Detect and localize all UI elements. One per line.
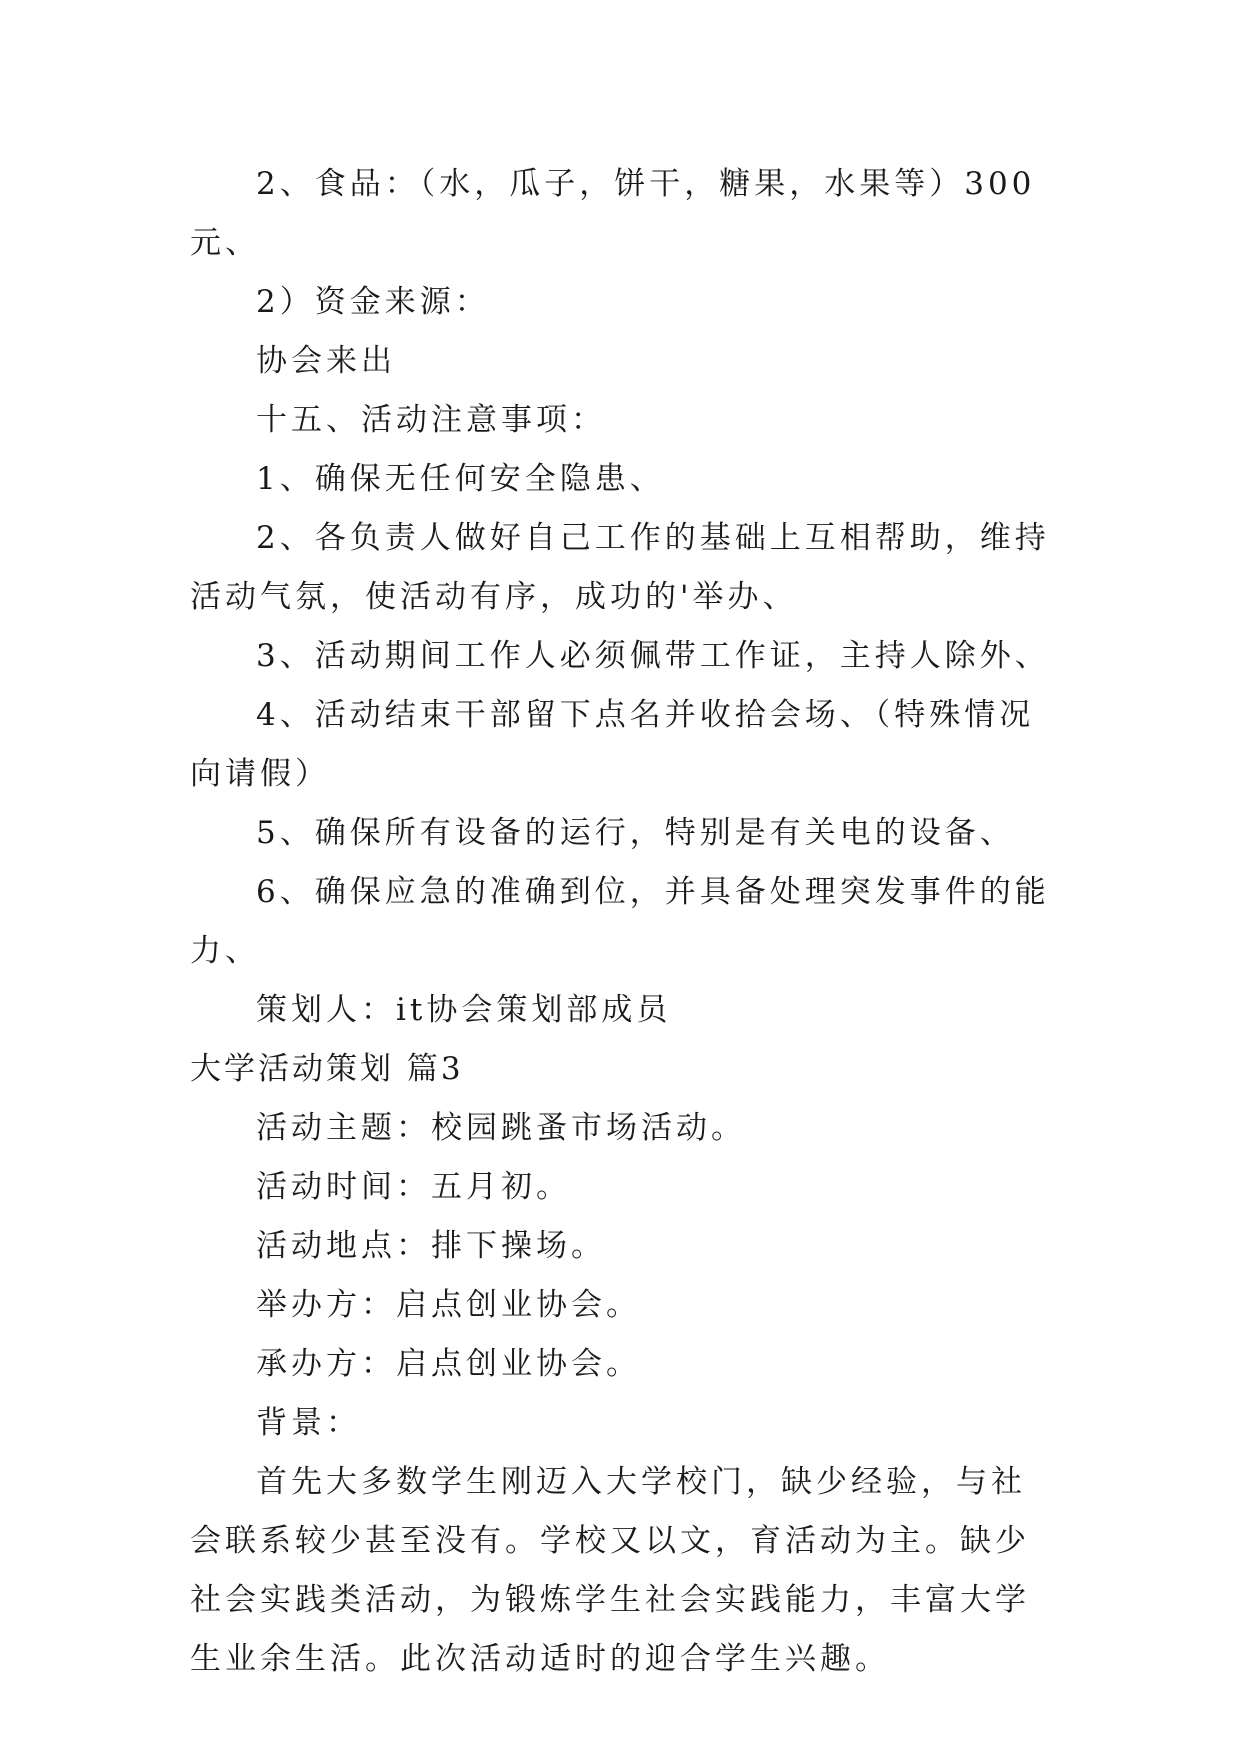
paragraph-planner: 策划人：it协会策划部成员	[256, 992, 672, 1028]
paragraph-organizer: 举办方：启点创业协会。	[256, 1287, 641, 1323]
document-body	[190, 155, 1060, 1689]
paragraph-precaution-2: 2、各负责人做好自己工作的基础上互相帮助，维持活动气氛，使活动有序，成功的'举办、	[190, 520, 1050, 615]
paragraph-theme: 活动主题：校园跳蚤市场活动。	[256, 1110, 746, 1146]
paragraph-background-label: 背景：	[256, 1405, 361, 1441]
paragraph-funding-source: 协会来出	[256, 343, 396, 379]
paragraph-precaution-5: 5、确保所有设备的运行，特别是有关电的设备、	[256, 815, 1015, 851]
paragraph-time: 活动时间：五月初。	[256, 1169, 571, 1205]
paragraph-precautions-heading: 十五、活动注意事项：	[256, 402, 606, 438]
paragraph-precaution-6: 6、确保应急的准确到位，并具备处理突发事件的能力、	[190, 874, 1050, 969]
paragraph-funding-source-label: 2）资金来源：	[256, 284, 490, 320]
paragraph-precaution-1: 1、确保无任何安全隐患、	[256, 461, 665, 497]
paragraph-location: 活动地点：排下操场。	[256, 1228, 606, 1264]
paragraph-co-organizer: 承办方：启点创业协会。	[256, 1346, 641, 1382]
paragraph-precaution-4: 4、活动结束干部留下点名并收拾会场、（特殊情况向请假）	[190, 697, 1035, 792]
paragraph-background: 首先大多数学生刚迈入大学校门，缺少经验，与社会联系较少甚至没有。学校又以文，育活动为主。缺少社会实践类活动，为锻炼学生社会实践能力，丰富大学生业余生活。此次活动适时的迎合学生兴趣。	[190, 1464, 1030, 1677]
section-heading: 大学活动策划 篇3	[190, 1051, 464, 1087]
paragraph-precaution-3: 3、活动期间工作人必须佩带工作证，主持人除外、	[256, 638, 1050, 674]
paragraph-food-budget: 2、食品：（水，瓜子，饼干，糖果，水果等）300元、	[190, 166, 1036, 261]
